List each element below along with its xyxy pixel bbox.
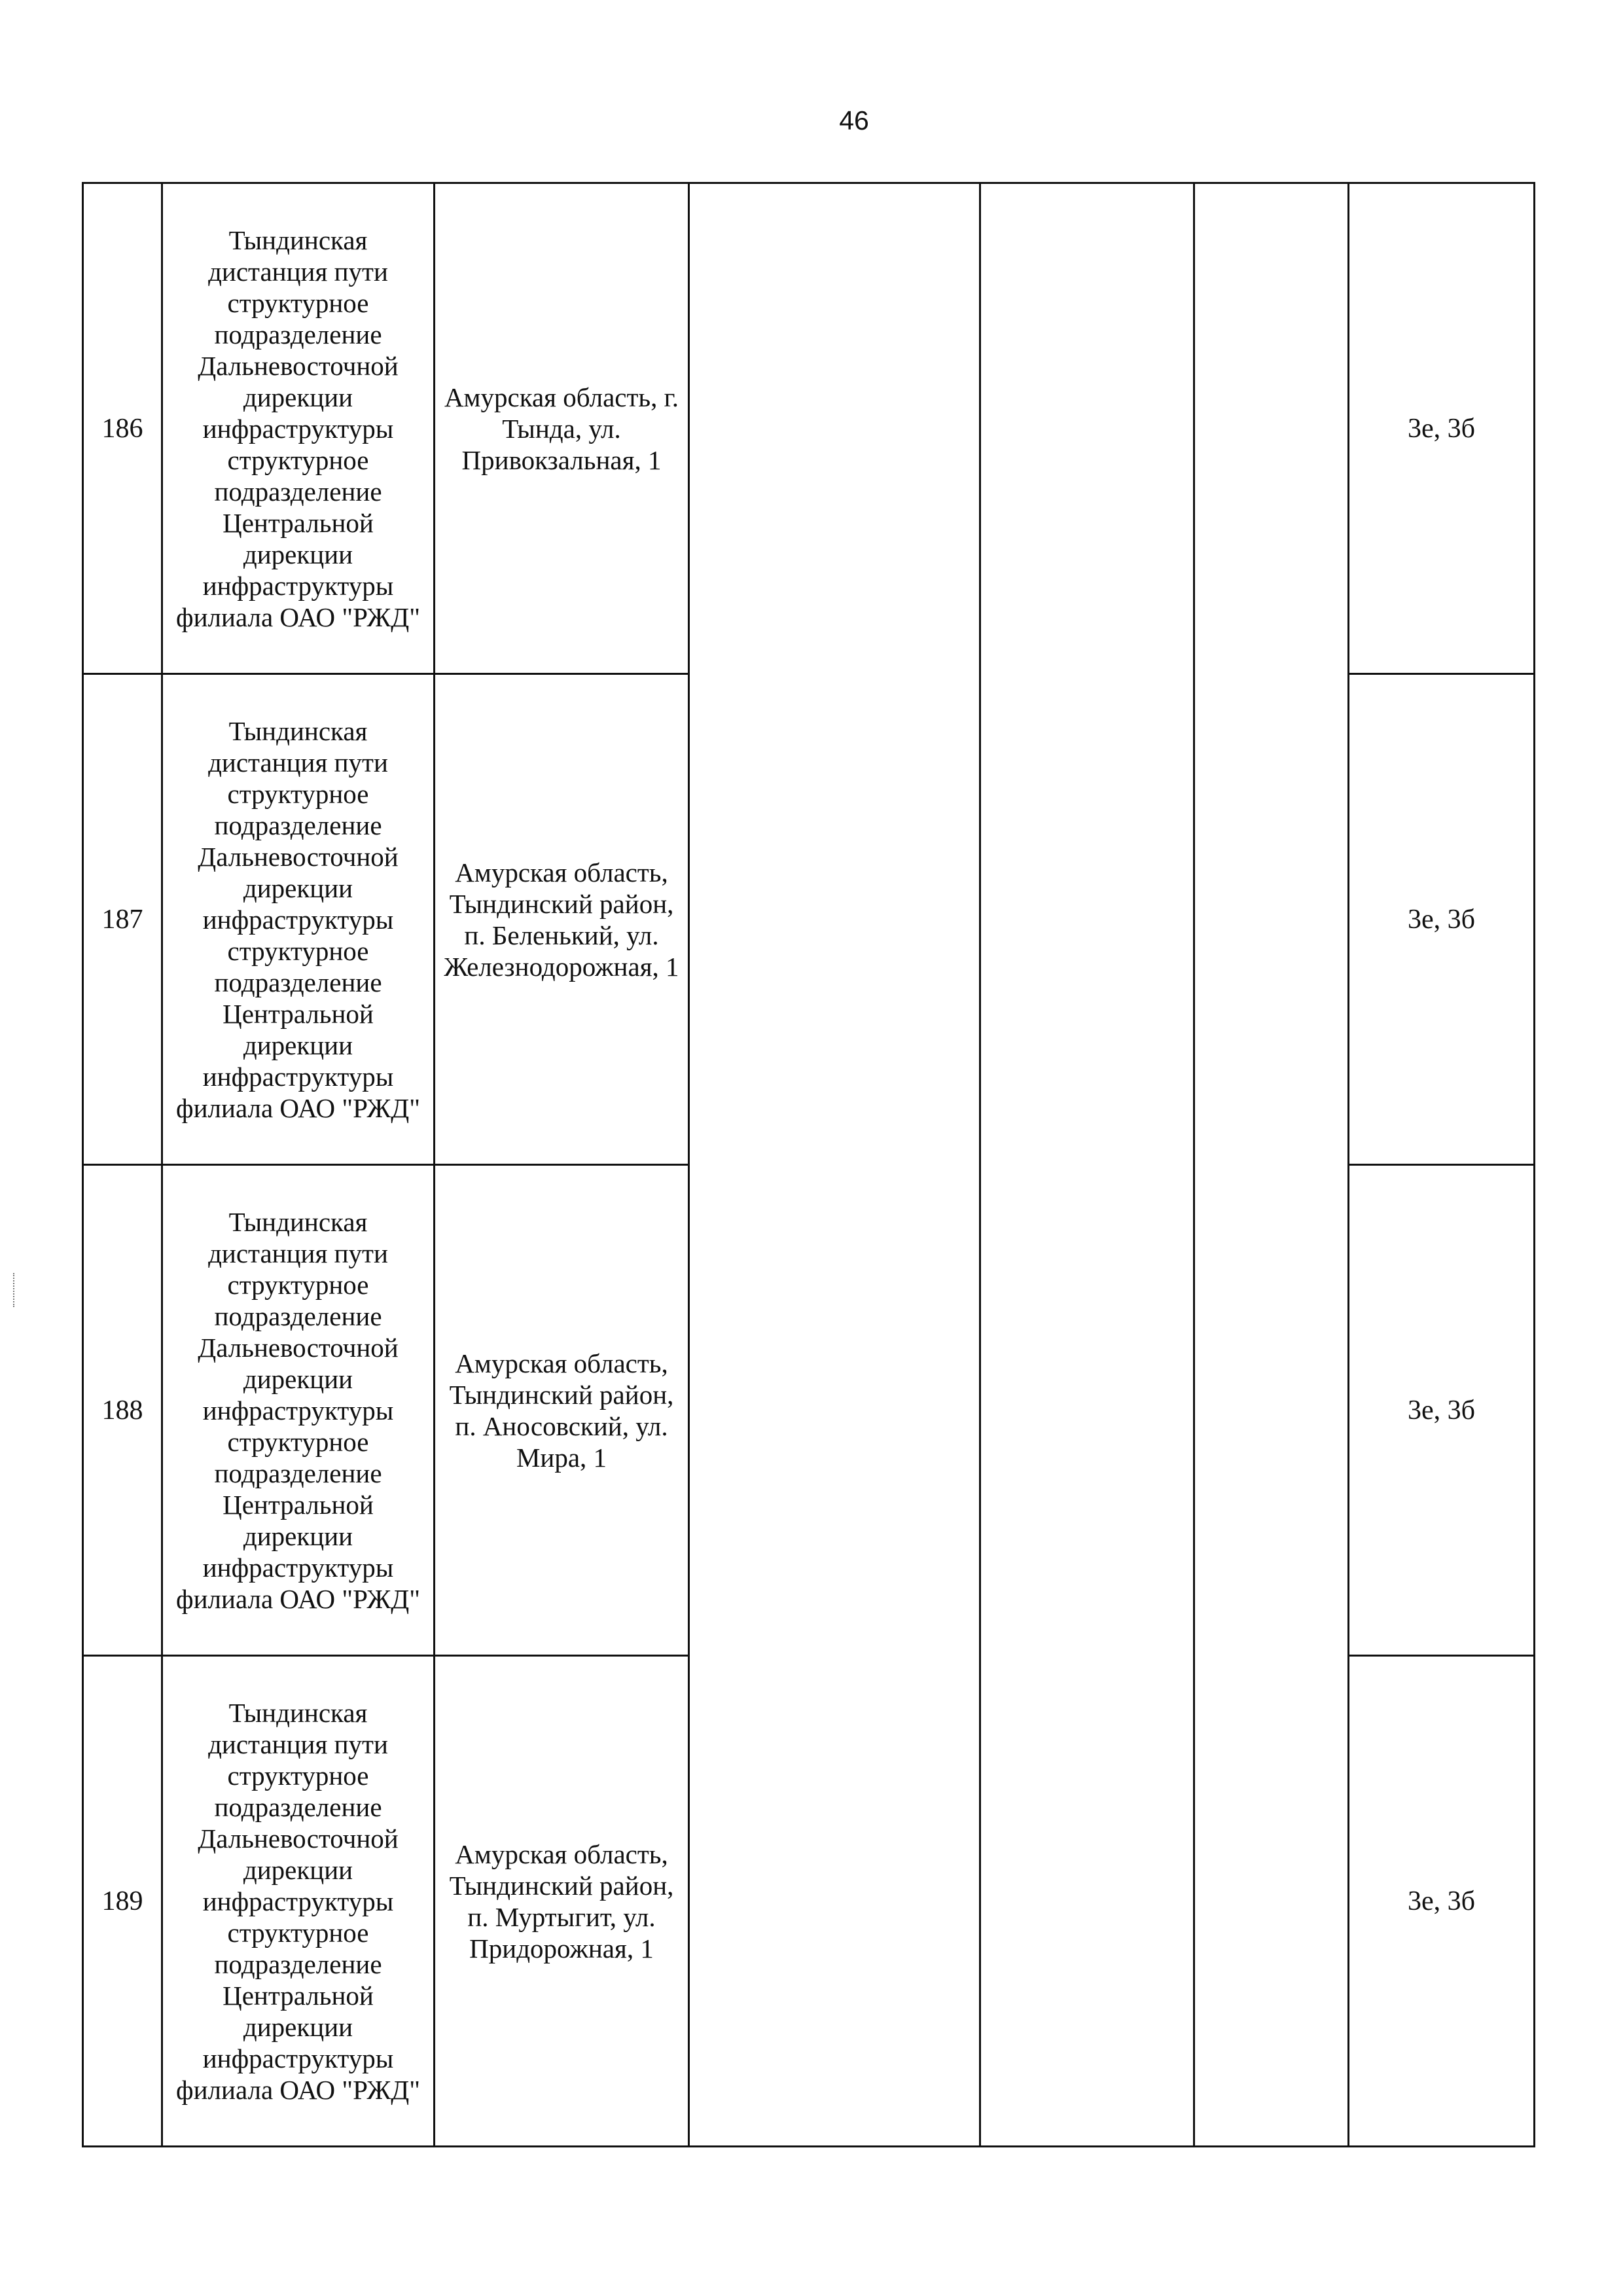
table-row bbox=[83, 183, 1535, 674]
organization-address: Амурская область, Тындинский район, п. Беленький, ул. Железнодорожная, 1 bbox=[435, 674, 689, 1165]
empty-column-cell bbox=[1194, 183, 1349, 2147]
empty-column-cell bbox=[980, 183, 1194, 2147]
registry-table bbox=[82, 182, 1535, 2147]
organization-address: Амурская область, Тындинский район, п. Аносовский, ул. Мира, 1 bbox=[435, 1165, 689, 1656]
scan-margin-mark bbox=[13, 1273, 14, 1307]
empty-column-cell bbox=[689, 183, 980, 2147]
row-number: 189 bbox=[83, 1656, 162, 2147]
category-codes: 3е, 3б bbox=[1349, 674, 1535, 1165]
organization-name: Тындинская дистанция пути структурное подразделение Дальневосточной дирекции инфраструктуры структурное подразделение Центральной дирекции инфраструктуры филиала ОАО "РЖД" bbox=[162, 674, 435, 1165]
row-number: 188 bbox=[83, 1165, 162, 1656]
category-codes: 3е, 3б bbox=[1349, 1656, 1535, 2147]
organization-name: Тындинская дистанция пути структурное подразделение Дальневосточной дирекции инфраструктуры структурное подразделение Центральной дирекции инфраструктуры филиала ОАО "РЖД" bbox=[162, 1656, 435, 2147]
category-codes: 3е, 3б bbox=[1349, 183, 1535, 674]
page-number: 46 bbox=[839, 105, 869, 135]
row-number: 186 bbox=[83, 183, 162, 674]
organization-name: Тындинская дистанция пути структурное подразделение Дальневосточной дирекции инфраструктуры структурное подразделение Центральной дирекции инфраструктуры филиала ОАО "РЖД" bbox=[162, 183, 435, 674]
row-number: 187 bbox=[83, 674, 162, 1165]
organization-name: Тындинская дистанция пути структурное подразделение Дальневосточной дирекции инфраструктуры структурное подразделение Центральной дирекции инфраструктуры филиала ОАО "РЖД" bbox=[162, 1165, 435, 1656]
organization-address: Амурская область, Тындинский район, п. Муртыгит, ул. Придорожная, 1 bbox=[435, 1656, 689, 2147]
category-codes: 3е, 3б bbox=[1349, 1165, 1535, 1656]
organization-address: Амурская область, г. Тында, ул. Привокзальная, 1 bbox=[435, 183, 689, 674]
